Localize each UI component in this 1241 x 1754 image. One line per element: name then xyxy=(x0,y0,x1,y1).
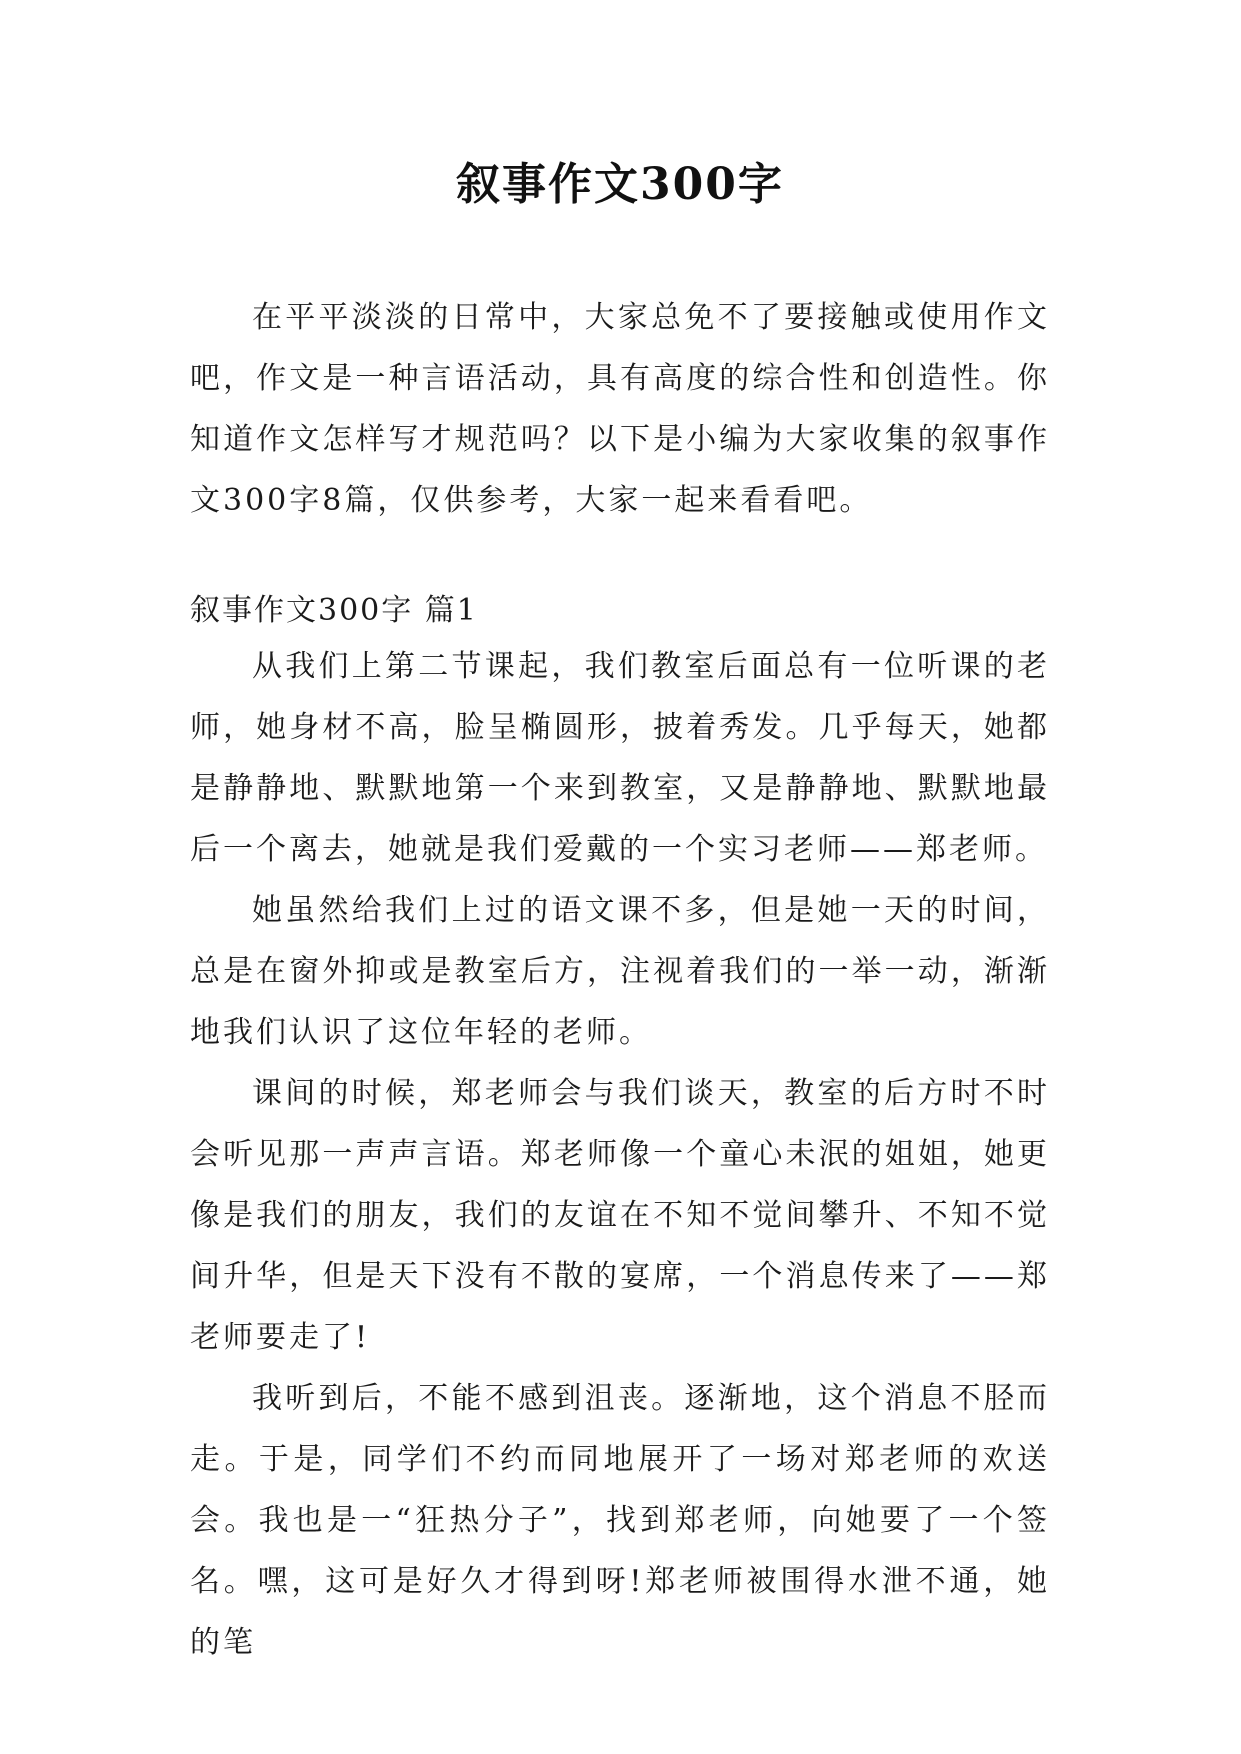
document-title: 叙事作文300字 xyxy=(456,159,784,210)
section-heading: 叙事作文300字 篇1 xyxy=(190,593,478,628)
body-paragraph: 我听到后，不能不感到沮丧。逐渐地，这个消息不胫而走。于是，同学们不约而同地展开了一场对郑老师的欢送会。我也是一“狂热分子”，找到郑老师，向她要了一个签名。嘿，这可是好久才得到呀!郑老师被围得水泄不通，她的笔 xyxy=(190,1381,1050,1660)
essay-body xyxy=(190,636,1050,1673)
intro-section xyxy=(190,287,1050,531)
intro-paragraph: 在平平淡淡的日常中，大家总免不了要接触或使用作文吧，作文是一种言语活动，具有高度的综合性和创造性。你知道作文怎样写才规范吗？以下是小编为大家收集的叙事作文300字8篇，仅供参考，大家一起来看看吧。 xyxy=(190,300,1050,518)
body-paragraph: 课间的时候，郑老师会与我们谈天，教室的后方时不时会听见那一声声言语。郑老师像一个童心未泯的姐姐，她更像是我们的朋友，我们的友谊在不知不觉间攀升、不知不觉间升华，但是天下没有不散的宴席，一个消息传来了——郑老师要走了! xyxy=(190,1076,1050,1355)
body-paragraph: 她虽然给我们上过的语文课不多，但是她一天的时间，总是在窗外抑或是教室后方，注视着我们的一举一动，渐渐地我们认识了这位年轻的老师。 xyxy=(190,893,1050,1050)
body-paragraph: 从我们上第二节课起，我们教室后面总有一位听课的老师，她身材不高，脸呈椭圆形，披着秀发。几乎每天，她都是静静地、默默地第一个来到教室，又是静静地、默默地最后一个离去，她就是我们爱戴的一个实习老师——郑老师。 xyxy=(190,649,1050,867)
